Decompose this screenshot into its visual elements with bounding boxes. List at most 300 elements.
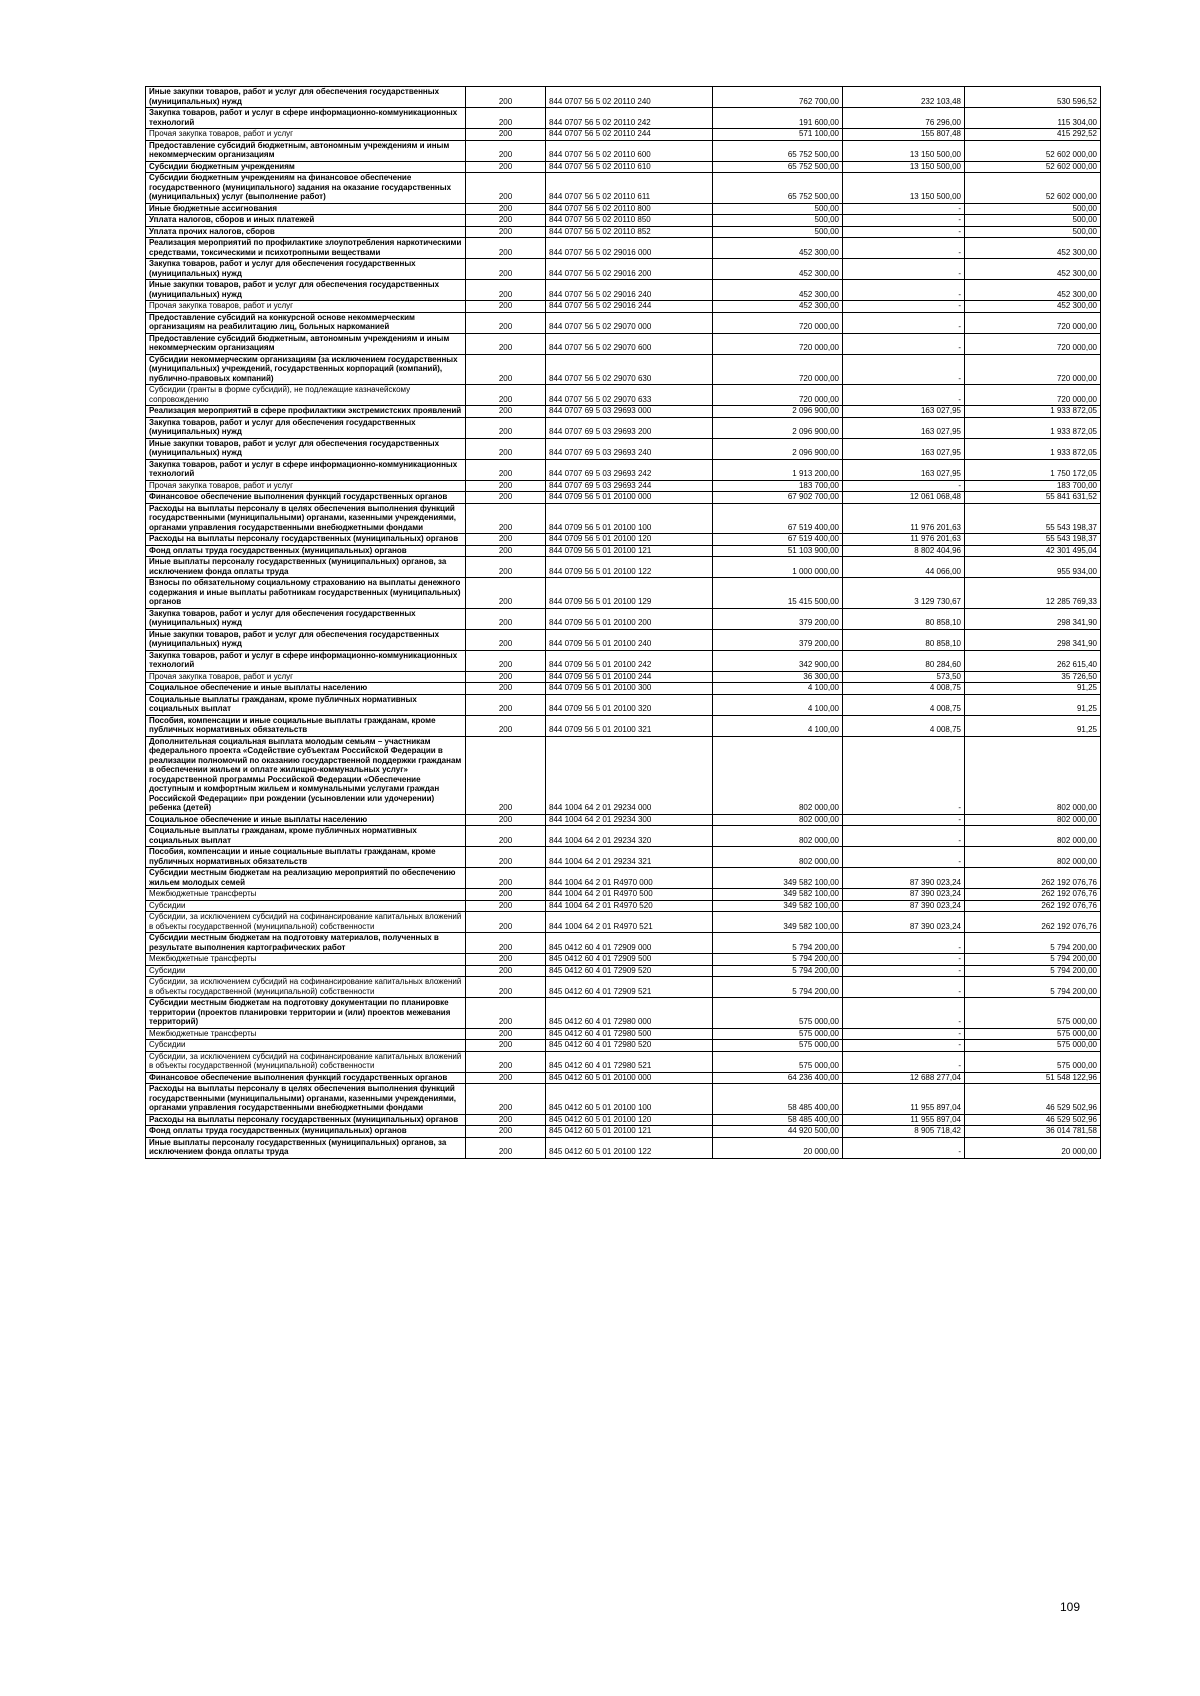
row-unexecuted-amount: 42 301 495,04 bbox=[965, 545, 1101, 557]
table-row bbox=[146, 933, 1101, 954]
row-executed-amount: - bbox=[843, 312, 965, 333]
table-row bbox=[146, 226, 1101, 238]
row-approved-amount: 720 000,00 bbox=[713, 312, 843, 333]
row-unexecuted-amount: 1 933 872,05 bbox=[965, 406, 1101, 418]
row-name: Субсидии местным бюджетам на реализацию мероприятий по обеспечению жильем молодых семей bbox=[146, 868, 466, 889]
table-row bbox=[146, 173, 1101, 204]
row-budget-code: 844 0707 56 5 02 29016 200 bbox=[546, 259, 713, 280]
row-unexecuted-amount: 720 000,00 bbox=[965, 354, 1101, 385]
row-name: Финансовое обеспечение выполнения функций государственных органов bbox=[146, 492, 466, 504]
row-executed-amount: 11 955 897,04 bbox=[843, 1114, 965, 1126]
row-name: Прочая закупка товаров, работ и услуг bbox=[146, 671, 466, 683]
row-budget-code: 844 0709 56 5 01 20100 240 bbox=[546, 629, 713, 650]
table-row bbox=[146, 1114, 1101, 1126]
row-unexecuted-amount: 452 300,00 bbox=[965, 301, 1101, 313]
row-approved-amount: 802 000,00 bbox=[713, 826, 843, 847]
row-unexecuted-amount: 1 750 172,05 bbox=[965, 459, 1101, 480]
row-name: Финансовое обеспечение выполнения функций государственных органов bbox=[146, 1072, 466, 1084]
row-unexecuted-amount: 298 341,90 bbox=[965, 629, 1101, 650]
row-name: Закупка товаров, работ и услуг для обеспечения государственных (муниципальных) нужд bbox=[146, 417, 466, 438]
row-approved-amount: 20 000,00 bbox=[713, 1137, 843, 1158]
row-budget-code: 844 0709 56 5 01 20100 300 bbox=[546, 683, 713, 695]
row-line-code: 200 bbox=[466, 480, 546, 492]
row-budget-code: 845 0412 60 4 01 72909 521 bbox=[546, 977, 713, 998]
row-executed-amount: - bbox=[843, 354, 965, 385]
row-executed-amount: - bbox=[843, 301, 965, 313]
row-budget-code: 844 0707 56 5 02 29016 000 bbox=[546, 238, 713, 259]
row-unexecuted-amount: 46 529 502,96 bbox=[965, 1084, 1101, 1115]
row-executed-amount: - bbox=[843, 226, 965, 238]
row-approved-amount: 571 100,00 bbox=[713, 129, 843, 141]
row-line-code: 200 bbox=[466, 545, 546, 557]
row-name: Субсидии, за исключением субсидий на софинансирование капитальных вложений в объекты государственной (муниципальной) собственности bbox=[146, 1051, 466, 1072]
row-executed-amount: 11 976 201,63 bbox=[843, 534, 965, 546]
row-unexecuted-amount: 91,25 bbox=[965, 683, 1101, 695]
row-budget-code: 844 0709 56 5 01 20100 121 bbox=[546, 545, 713, 557]
row-line-code: 200 bbox=[466, 1084, 546, 1115]
row-unexecuted-amount: 575 000,00 bbox=[965, 998, 1101, 1029]
row-name: Иные бюджетные ассигнования bbox=[146, 203, 466, 215]
row-approved-amount: 452 300,00 bbox=[713, 238, 843, 259]
row-budget-code: 844 0707 56 5 02 20110 852 bbox=[546, 226, 713, 238]
row-budget-code: 845 0412 60 4 01 72909 500 bbox=[546, 954, 713, 966]
row-name: Иные закупки товаров, работ и услуг для обеспечения государственных (муниципальных) нужд bbox=[146, 629, 466, 650]
row-executed-amount: - bbox=[843, 814, 965, 826]
table-row bbox=[146, 889, 1101, 901]
row-line-code: 200 bbox=[466, 847, 546, 868]
row-name: Расходы на выплаты персоналу государственных (муниципальных) органов bbox=[146, 1114, 466, 1126]
table-row bbox=[146, 694, 1101, 715]
row-approved-amount: 4 100,00 bbox=[713, 694, 843, 715]
table-row bbox=[146, 417, 1101, 438]
row-approved-amount: 36 300,00 bbox=[713, 671, 843, 683]
row-name: Уплата налогов, сборов и иных платежей bbox=[146, 215, 466, 227]
row-approved-amount: 15 415 500,00 bbox=[713, 578, 843, 609]
row-line-code: 200 bbox=[466, 534, 546, 546]
row-unexecuted-amount: 1 933 872,05 bbox=[965, 438, 1101, 459]
row-budget-code: 845 0412 60 5 01 20100 000 bbox=[546, 1072, 713, 1084]
row-approved-amount: 802 000,00 bbox=[713, 847, 843, 868]
row-line-code: 200 bbox=[466, 1028, 546, 1040]
row-line-code: 200 bbox=[466, 608, 546, 629]
row-executed-amount: 4 008,75 bbox=[843, 683, 965, 695]
table-row bbox=[146, 140, 1101, 161]
row-approved-amount: 762 700,00 bbox=[713, 87, 843, 108]
row-line-code: 200 bbox=[466, 1072, 546, 1084]
row-name: Субсидии бюджетным учреждениям bbox=[146, 161, 466, 173]
table-row bbox=[146, 1072, 1101, 1084]
row-unexecuted-amount: 955 934,00 bbox=[965, 557, 1101, 578]
row-unexecuted-amount: 91,25 bbox=[965, 694, 1101, 715]
row-line-code: 200 bbox=[466, 736, 546, 814]
row-executed-amount: 87 390 023,24 bbox=[843, 889, 965, 901]
row-executed-amount: 87 390 023,24 bbox=[843, 912, 965, 933]
row-budget-code: 844 0709 56 5 01 20100 320 bbox=[546, 694, 713, 715]
row-name: Иные выплаты персоналу государственных (муниципальных) органов, за исключением фонда оплаты труда bbox=[146, 1137, 466, 1158]
row-executed-amount: 573,50 bbox=[843, 671, 965, 683]
table-row bbox=[146, 868, 1101, 889]
row-executed-amount: 163 027,95 bbox=[843, 406, 965, 418]
row-unexecuted-amount: 720 000,00 bbox=[965, 312, 1101, 333]
row-budget-code: 844 0707 56 5 02 20110 611 bbox=[546, 173, 713, 204]
table-row bbox=[146, 1028, 1101, 1040]
table-row bbox=[146, 87, 1101, 108]
row-approved-amount: 500,00 bbox=[713, 215, 843, 227]
row-approved-amount: 379 200,00 bbox=[713, 608, 843, 629]
table-row bbox=[146, 977, 1101, 998]
row-executed-amount: - bbox=[843, 259, 965, 280]
row-unexecuted-amount: 55 543 198,37 bbox=[965, 534, 1101, 546]
row-budget-code: 844 0707 69 5 03 29693 200 bbox=[546, 417, 713, 438]
table-row bbox=[146, 578, 1101, 609]
table-row bbox=[146, 259, 1101, 280]
table-row bbox=[146, 557, 1101, 578]
row-executed-amount: - bbox=[843, 480, 965, 492]
row-line-code: 200 bbox=[466, 1051, 546, 1072]
row-line-code: 200 bbox=[466, 226, 546, 238]
row-line-code: 200 bbox=[466, 333, 546, 354]
row-name: Прочая закупка товаров, работ и услуг bbox=[146, 480, 466, 492]
row-unexecuted-amount: 5 794 200,00 bbox=[965, 954, 1101, 966]
row-approved-amount: 349 582 100,00 bbox=[713, 868, 843, 889]
row-unexecuted-amount: 452 300,00 bbox=[965, 280, 1101, 301]
row-approved-amount: 65 752 500,00 bbox=[713, 161, 843, 173]
row-unexecuted-amount: 802 000,00 bbox=[965, 736, 1101, 814]
table-row bbox=[146, 736, 1101, 814]
table-body bbox=[146, 87, 1101, 1159]
row-executed-amount: - bbox=[843, 998, 965, 1029]
row-budget-code: 844 0707 56 5 02 20110 850 bbox=[546, 215, 713, 227]
row-approved-amount: 349 582 100,00 bbox=[713, 912, 843, 933]
row-executed-amount: - bbox=[843, 385, 965, 406]
row-approved-amount: 349 582 100,00 bbox=[713, 900, 843, 912]
row-unexecuted-amount: 5 794 200,00 bbox=[965, 933, 1101, 954]
row-approved-amount: 183 700,00 bbox=[713, 480, 843, 492]
row-approved-amount: 2 096 900,00 bbox=[713, 406, 843, 418]
table-row bbox=[146, 715, 1101, 736]
row-budget-code: 844 1004 64 2 01 R4970 520 bbox=[546, 900, 713, 912]
row-unexecuted-amount: 183 700,00 bbox=[965, 480, 1101, 492]
row-line-code: 200 bbox=[466, 900, 546, 912]
row-budget-code: 844 1004 64 2 01 R4970 500 bbox=[546, 889, 713, 901]
row-name: Уплата прочих налогов, сборов bbox=[146, 226, 466, 238]
row-line-code: 200 bbox=[466, 912, 546, 933]
row-name: Субсидии бюджетным учреждениям на финансовое обеспечение государственного (муниципального) задания на оказание государственных (муниципальных) услуг (выполнение работ) bbox=[146, 173, 466, 204]
row-line-code: 200 bbox=[466, 578, 546, 609]
row-unexecuted-amount: 12 285 769,33 bbox=[965, 578, 1101, 609]
table-row bbox=[146, 1126, 1101, 1138]
row-budget-code: 845 0412 60 4 01 72909 520 bbox=[546, 965, 713, 977]
row-approved-amount: 500,00 bbox=[713, 203, 843, 215]
row-approved-amount: 4 100,00 bbox=[713, 715, 843, 736]
row-name: Социальные выплаты гражданам, кроме публичных нормативных социальных выплат bbox=[146, 826, 466, 847]
row-budget-code: 845 0412 60 5 01 20100 120 bbox=[546, 1114, 713, 1126]
row-budget-code: 845 0412 60 4 01 72980 520 bbox=[546, 1040, 713, 1052]
row-budget-code: 845 0412 60 4 01 72909 000 bbox=[546, 933, 713, 954]
row-unexecuted-amount: 530 596,52 bbox=[965, 87, 1101, 108]
row-name: Межбюджетные трансферты bbox=[146, 954, 466, 966]
row-approved-amount: 5 794 200,00 bbox=[713, 933, 843, 954]
row-executed-amount: - bbox=[843, 933, 965, 954]
row-line-code: 200 bbox=[466, 1114, 546, 1126]
row-approved-amount: 575 000,00 bbox=[713, 1040, 843, 1052]
row-approved-amount: 2 096 900,00 bbox=[713, 438, 843, 459]
row-unexecuted-amount: 5 794 200,00 bbox=[965, 977, 1101, 998]
row-line-code: 200 bbox=[466, 671, 546, 683]
row-unexecuted-amount: 500,00 bbox=[965, 215, 1101, 227]
row-budget-code: 845 0412 60 5 01 20100 121 bbox=[546, 1126, 713, 1138]
row-approved-amount: 500,00 bbox=[713, 226, 843, 238]
row-unexecuted-amount: 262 192 076,76 bbox=[965, 868, 1101, 889]
row-executed-amount: 232 103,48 bbox=[843, 87, 965, 108]
row-budget-code: 844 0709 56 5 01 20100 120 bbox=[546, 534, 713, 546]
table-row bbox=[146, 203, 1101, 215]
row-unexecuted-amount: 452 300,00 bbox=[965, 259, 1101, 280]
table-row bbox=[146, 629, 1101, 650]
row-line-code: 200 bbox=[466, 215, 546, 227]
row-line-code: 200 bbox=[466, 161, 546, 173]
table-row bbox=[146, 545, 1101, 557]
row-executed-amount: - bbox=[843, 1137, 965, 1158]
row-unexecuted-amount: 262 192 076,76 bbox=[965, 912, 1101, 933]
row-line-code: 200 bbox=[466, 385, 546, 406]
row-approved-amount: 575 000,00 bbox=[713, 1028, 843, 1040]
row-unexecuted-amount: 500,00 bbox=[965, 203, 1101, 215]
row-line-code: 200 bbox=[466, 406, 546, 418]
row-budget-code: 844 0707 56 5 02 29070 600 bbox=[546, 333, 713, 354]
row-approved-amount: 1 913 200,00 bbox=[713, 459, 843, 480]
row-budget-code: 845 0412 60 5 01 20100 100 bbox=[546, 1084, 713, 1115]
row-name: Субсидии, за исключением субсидий на софинансирование капитальных вложений в объекты государственной (муниципальной) собственности bbox=[146, 912, 466, 933]
table-row bbox=[146, 438, 1101, 459]
table-row bbox=[146, 503, 1101, 534]
row-approved-amount: 67 902 700,00 bbox=[713, 492, 843, 504]
row-approved-amount: 5 794 200,00 bbox=[713, 965, 843, 977]
row-line-code: 200 bbox=[466, 129, 546, 141]
row-executed-amount: 12 688 277,04 bbox=[843, 1072, 965, 1084]
row-approved-amount: 4 100,00 bbox=[713, 683, 843, 695]
row-unexecuted-amount: 720 000,00 bbox=[965, 333, 1101, 354]
row-name: Субсидии местным бюджетам на подготовку материалов, полученных в результате выполнения картографических работ bbox=[146, 933, 466, 954]
row-name: Закупка товаров, работ и услуг в сфере информационно-коммуникационных технологий bbox=[146, 650, 466, 671]
row-budget-code: 844 0709 56 5 01 20100 100 bbox=[546, 503, 713, 534]
row-executed-amount: 80 284,60 bbox=[843, 650, 965, 671]
row-executed-amount: - bbox=[843, 977, 965, 998]
table-row bbox=[146, 215, 1101, 227]
table-row bbox=[146, 1051, 1101, 1072]
row-name: Реализация мероприятий по профилактике злоупотребления наркотическими средствами, токсическими и психотропными веществами bbox=[146, 238, 466, 259]
row-approved-amount: 191 600,00 bbox=[713, 108, 843, 129]
row-line-code: 200 bbox=[466, 459, 546, 480]
row-name: Расходы на выплаты персоналу в целях обеспечения выполнения функций государственными (муниципальными) органами, казенными учреждениями, органами управления государственными внебюджетными фондами bbox=[146, 503, 466, 534]
row-name: Закупка товаров, работ и услуг для обеспечения государственных (муниципальных) нужд bbox=[146, 259, 466, 280]
table-row bbox=[146, 129, 1101, 141]
row-executed-amount: - bbox=[843, 826, 965, 847]
row-name: Субсидии, за исключением субсидий на софинансирование капитальных вложений в объекты государственной (муниципальной) собственности bbox=[146, 977, 466, 998]
table-row bbox=[146, 108, 1101, 129]
row-name: Дополнительная социальная выплата молодым семьям – участникам федерального проекта «Содействие субъектам Российской Федерации в реализации полномочий по оказанию государственной поддержки гражданам в обеспечении жильем и оплате жилищно-коммунальных услуг» государственной программы Российской Федерации «Обеспечение доступным и комфортным жильем и коммунальными услугами граждан Российской Федерации» при рождении (усыновлении или удочерении) ребенка (детей) bbox=[146, 736, 466, 814]
row-name: Прочая закупка товаров, работ и услуг bbox=[146, 129, 466, 141]
row-name: Субсидии bbox=[146, 1040, 466, 1052]
row-executed-amount: - bbox=[843, 238, 965, 259]
row-executed-amount: 3 129 730,67 bbox=[843, 578, 965, 609]
row-approved-amount: 720 000,00 bbox=[713, 385, 843, 406]
row-budget-code: 844 0709 56 5 01 20100 000 bbox=[546, 492, 713, 504]
row-executed-amount: 163 027,95 bbox=[843, 417, 965, 438]
row-name: Реализация мероприятий в сфере профилактики экстремистских проявлений bbox=[146, 406, 466, 418]
row-approved-amount: 51 103 900,00 bbox=[713, 545, 843, 557]
row-budget-code: 844 0707 56 5 02 20110 244 bbox=[546, 129, 713, 141]
row-budget-code: 844 1004 64 2 01 29234 300 bbox=[546, 814, 713, 826]
table-row bbox=[146, 847, 1101, 868]
table-row bbox=[146, 238, 1101, 259]
row-unexecuted-amount: 415 292,52 bbox=[965, 129, 1101, 141]
row-budget-code: 845 0412 60 4 01 72980 521 bbox=[546, 1051, 713, 1072]
row-name: Субсидии местным бюджетам на подготовку документации по планировке территории (проектов планировки территории и (или) проектов межевания территорий) bbox=[146, 998, 466, 1029]
row-line-code: 200 bbox=[466, 259, 546, 280]
row-budget-code: 844 0709 56 5 01 20100 242 bbox=[546, 650, 713, 671]
row-executed-amount: - bbox=[843, 203, 965, 215]
row-line-code: 200 bbox=[466, 301, 546, 313]
row-unexecuted-amount: 52 602 000,00 bbox=[965, 161, 1101, 173]
row-budget-code: 845 0412 60 4 01 72980 000 bbox=[546, 998, 713, 1029]
row-budget-code: 844 0709 56 5 01 20100 122 bbox=[546, 557, 713, 578]
row-budget-code: 844 0709 56 5 01 20100 321 bbox=[546, 715, 713, 736]
row-budget-code: 844 1004 64 2 01 29234 000 bbox=[546, 736, 713, 814]
row-line-code: 200 bbox=[466, 438, 546, 459]
table-row bbox=[146, 671, 1101, 683]
row-unexecuted-amount: 46 529 502,96 bbox=[965, 1114, 1101, 1126]
table-row bbox=[146, 965, 1101, 977]
row-executed-amount: 4 008,75 bbox=[843, 715, 965, 736]
row-name: Субсидии bbox=[146, 965, 466, 977]
table-row bbox=[146, 480, 1101, 492]
row-line-code: 200 bbox=[466, 683, 546, 695]
row-executed-amount: 80 858,10 bbox=[843, 629, 965, 650]
row-approved-amount: 452 300,00 bbox=[713, 259, 843, 280]
row-approved-amount: 720 000,00 bbox=[713, 333, 843, 354]
table-row bbox=[146, 354, 1101, 385]
row-line-code: 200 bbox=[466, 108, 546, 129]
row-budget-code: 844 1004 64 2 01 R4970 521 bbox=[546, 912, 713, 933]
row-name: Межбюджетные трансферты bbox=[146, 889, 466, 901]
row-name: Прочая закупка товаров, работ и услуг bbox=[146, 301, 466, 313]
row-line-code: 200 bbox=[466, 492, 546, 504]
row-executed-amount: 11 955 897,04 bbox=[843, 1084, 965, 1115]
row-unexecuted-amount: 802 000,00 bbox=[965, 826, 1101, 847]
table-row bbox=[146, 900, 1101, 912]
row-approved-amount: 5 794 200,00 bbox=[713, 954, 843, 966]
row-unexecuted-amount: 36 014 781,58 bbox=[965, 1126, 1101, 1138]
row-executed-amount: - bbox=[843, 954, 965, 966]
row-executed-amount: 76 296,00 bbox=[843, 108, 965, 129]
row-unexecuted-amount: 115 304,00 bbox=[965, 108, 1101, 129]
row-budget-code: 844 0707 56 5 02 29070 000 bbox=[546, 312, 713, 333]
row-unexecuted-amount: 575 000,00 bbox=[965, 1028, 1101, 1040]
row-budget-code: 844 0707 56 5 02 29070 630 bbox=[546, 354, 713, 385]
row-approved-amount: 802 000,00 bbox=[713, 814, 843, 826]
row-approved-amount: 575 000,00 bbox=[713, 998, 843, 1029]
row-unexecuted-amount: 575 000,00 bbox=[965, 1040, 1101, 1052]
row-unexecuted-amount: 298 341,90 bbox=[965, 608, 1101, 629]
row-unexecuted-amount: 55 841 631,52 bbox=[965, 492, 1101, 504]
row-approved-amount: 67 519 400,00 bbox=[713, 503, 843, 534]
row-budget-code: 844 0709 56 5 01 20100 129 bbox=[546, 578, 713, 609]
row-line-code: 200 bbox=[466, 889, 546, 901]
row-executed-amount: 87 390 023,24 bbox=[843, 900, 965, 912]
row-line-code: 200 bbox=[466, 280, 546, 301]
row-line-code: 200 bbox=[466, 650, 546, 671]
row-line-code: 200 bbox=[466, 1040, 546, 1052]
row-budget-code: 844 0709 56 5 01 20100 200 bbox=[546, 608, 713, 629]
row-line-code: 200 bbox=[466, 238, 546, 259]
row-name: Закупка товаров, работ и услуг в сфере информационно-коммуникационных технологий bbox=[146, 459, 466, 480]
row-executed-amount: - bbox=[843, 965, 965, 977]
table-row bbox=[146, 301, 1101, 313]
row-unexecuted-amount: 802 000,00 bbox=[965, 814, 1101, 826]
table-row bbox=[146, 998, 1101, 1029]
row-line-code: 200 bbox=[466, 203, 546, 215]
row-budget-code: 845 0412 60 5 01 20100 122 bbox=[546, 1137, 713, 1158]
row-executed-amount: 8 802 404,96 bbox=[843, 545, 965, 557]
row-approved-amount: 720 000,00 bbox=[713, 354, 843, 385]
row-approved-amount: 349 582 100,00 bbox=[713, 889, 843, 901]
row-name: Иные выплаты персоналу государственных (муниципальных) органов, за исключением фонда оплаты труда bbox=[146, 557, 466, 578]
row-name: Предоставление субсидий на конкурсной основе некоммерческим организациям на реабилитацию лиц, больных наркоманией bbox=[146, 312, 466, 333]
row-unexecuted-amount: 52 602 000,00 bbox=[965, 140, 1101, 161]
row-executed-amount: 80 858,10 bbox=[843, 608, 965, 629]
row-name: Иные закупки товаров, работ и услуг для обеспечения государственных (муниципальных) нужд bbox=[146, 438, 466, 459]
table-row bbox=[146, 608, 1101, 629]
row-budget-code: 844 1004 64 2 01 R4970 000 bbox=[546, 868, 713, 889]
row-budget-code: 844 0707 69 5 03 29693 240 bbox=[546, 438, 713, 459]
row-budget-code: 844 0707 56 5 02 20110 800 bbox=[546, 203, 713, 215]
row-unexecuted-amount: 20 000,00 bbox=[965, 1137, 1101, 1158]
row-unexecuted-amount: 1 933 872,05 bbox=[965, 417, 1101, 438]
row-line-code: 200 bbox=[466, 87, 546, 108]
table-row bbox=[146, 1084, 1101, 1115]
row-line-code: 200 bbox=[466, 814, 546, 826]
row-name: Межбюджетные трансферты bbox=[146, 1028, 466, 1040]
row-line-code: 200 bbox=[466, 173, 546, 204]
table-row bbox=[146, 912, 1101, 933]
row-name: Субсидии некоммерческим организациям (за исключением государственных (муниципальных) учреждений, государственных корпораций (компаний), публично-правовых компаний) bbox=[146, 354, 466, 385]
row-line-code: 200 bbox=[466, 933, 546, 954]
row-name: Субсидии bbox=[146, 900, 466, 912]
row-approved-amount: 44 920 500,00 bbox=[713, 1126, 843, 1138]
row-unexecuted-amount: 55 543 198,37 bbox=[965, 503, 1101, 534]
table-row bbox=[146, 161, 1101, 173]
row-budget-code: 844 0707 56 5 02 20110 610 bbox=[546, 161, 713, 173]
row-line-code: 200 bbox=[466, 417, 546, 438]
row-unexecuted-amount: 720 000,00 bbox=[965, 385, 1101, 406]
row-executed-amount: 11 976 201,63 bbox=[843, 503, 965, 534]
table-row bbox=[146, 406, 1101, 418]
table-row bbox=[146, 650, 1101, 671]
table-row bbox=[146, 385, 1101, 406]
row-executed-amount: 4 008,75 bbox=[843, 694, 965, 715]
row-budget-code: 845 0412 60 4 01 72980 500 bbox=[546, 1028, 713, 1040]
table-row bbox=[146, 459, 1101, 480]
row-unexecuted-amount: 500,00 bbox=[965, 226, 1101, 238]
row-executed-amount: 12 061 068,48 bbox=[843, 492, 965, 504]
row-name: Субсидии (гранты в форме субсидий), не подлежащие казначейскому сопровождению bbox=[146, 385, 466, 406]
row-unexecuted-amount: 51 548 122,96 bbox=[965, 1072, 1101, 1084]
row-approved-amount: 2 096 900,00 bbox=[713, 417, 843, 438]
table-row bbox=[146, 683, 1101, 695]
row-line-code: 200 bbox=[466, 826, 546, 847]
row-name: Фонд оплаты труда государственных (муниципальных) органов bbox=[146, 545, 466, 557]
